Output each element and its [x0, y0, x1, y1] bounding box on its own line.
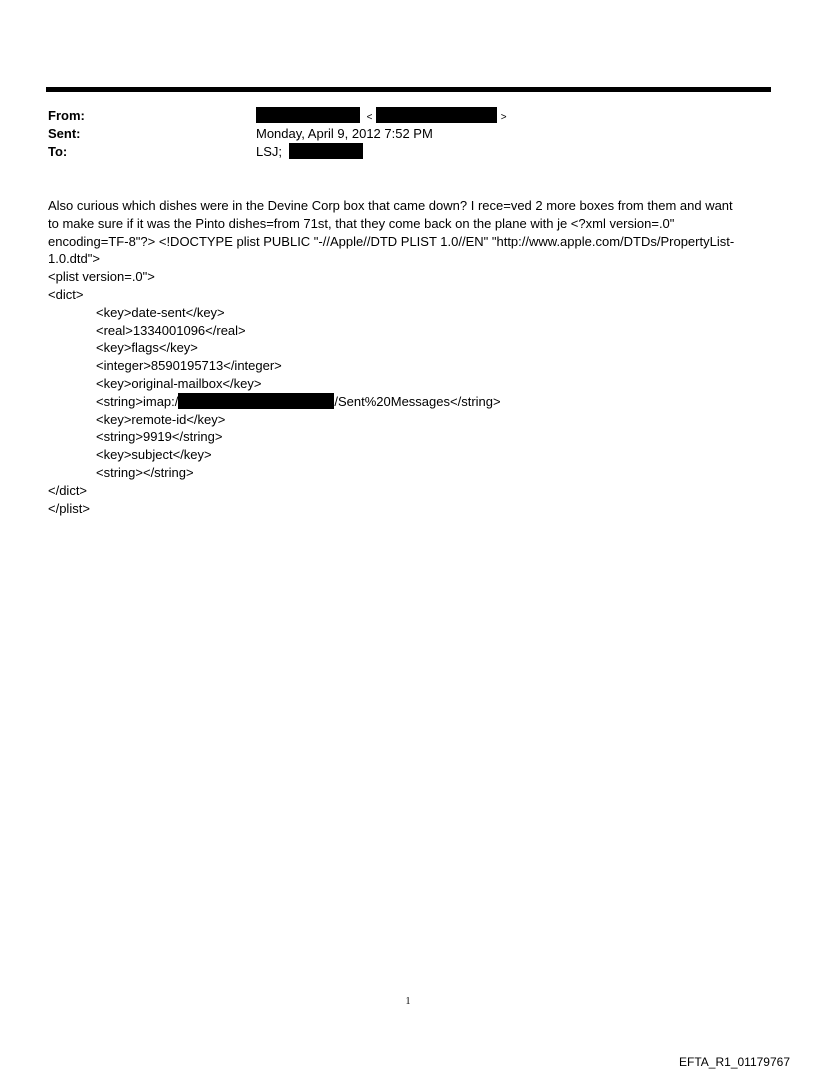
string-subject-line: <string></string> [96, 464, 194, 480]
key-flags-line: <key>flags</key> [96, 340, 198, 356]
string-remote-id-line: <string>9919</string> [96, 429, 223, 445]
redaction-block [289, 143, 363, 159]
page-number: 1 [405, 996, 411, 1007]
plist-open-line: <plist version=.0"> [48, 269, 155, 285]
integer-value-line: <integer>8590195713</integer> [96, 358, 282, 374]
to-label: To: [48, 144, 68, 159]
to-recipient: LSJ; [256, 144, 283, 159]
email-body [48, 197, 768, 517]
key-date-sent-line: <key>date-sent</key> [96, 304, 225, 320]
document-id: EFTA_R1_01179767 [679, 1055, 790, 1069]
redaction-block [256, 107, 360, 123]
dict-close-line: </dict> [48, 482, 88, 498]
key-subject-line: <key>subject</key> [96, 447, 212, 463]
redaction-block [178, 393, 334, 409]
imap-prefix: <string>imap:/ [96, 393, 179, 409]
dict-open-line: <dict> [48, 286, 84, 302]
from-close-bracket: > [500, 112, 507, 123]
redaction-block [376, 107, 497, 123]
string-imap-line [48, 393, 768, 411]
header-rule [46, 87, 771, 92]
key-original-mailbox-line: <key>original-mailbox</key> [96, 375, 262, 391]
key-remote-id-line: <key>remote-id</key> [96, 411, 226, 427]
sent-value: Monday, April 9, 2012 7:52 PM [256, 126, 433, 141]
plist-close-line: </plist> [48, 500, 90, 516]
from-value [256, 107, 507, 127]
real-value-line: <real>1334001096</real> [96, 322, 246, 338]
imap-suffix: /Sent%20Messages</string> [334, 393, 501, 409]
from-open-bracket: < [366, 112, 373, 123]
from-label: From: [48, 108, 85, 123]
to-value [256, 143, 363, 161]
sent-label: Sent: [48, 126, 81, 141]
body-paragraph: Also curious which dishes were in the Devine Corp box that came down? I rece=ved 2 more boxes from them and want to make sure if it was the Pinto dishes=from 71st, that they come back on the plane with je <?xml version=.0" encoding=TF-8"?> <!DOCTYPE plist PUBLIC "-//Apple//DTD PLIST 1.0//EN" "http://www.apple.com/DTDs/PropertyList- 1.0.dtd"> [48, 198, 735, 267]
